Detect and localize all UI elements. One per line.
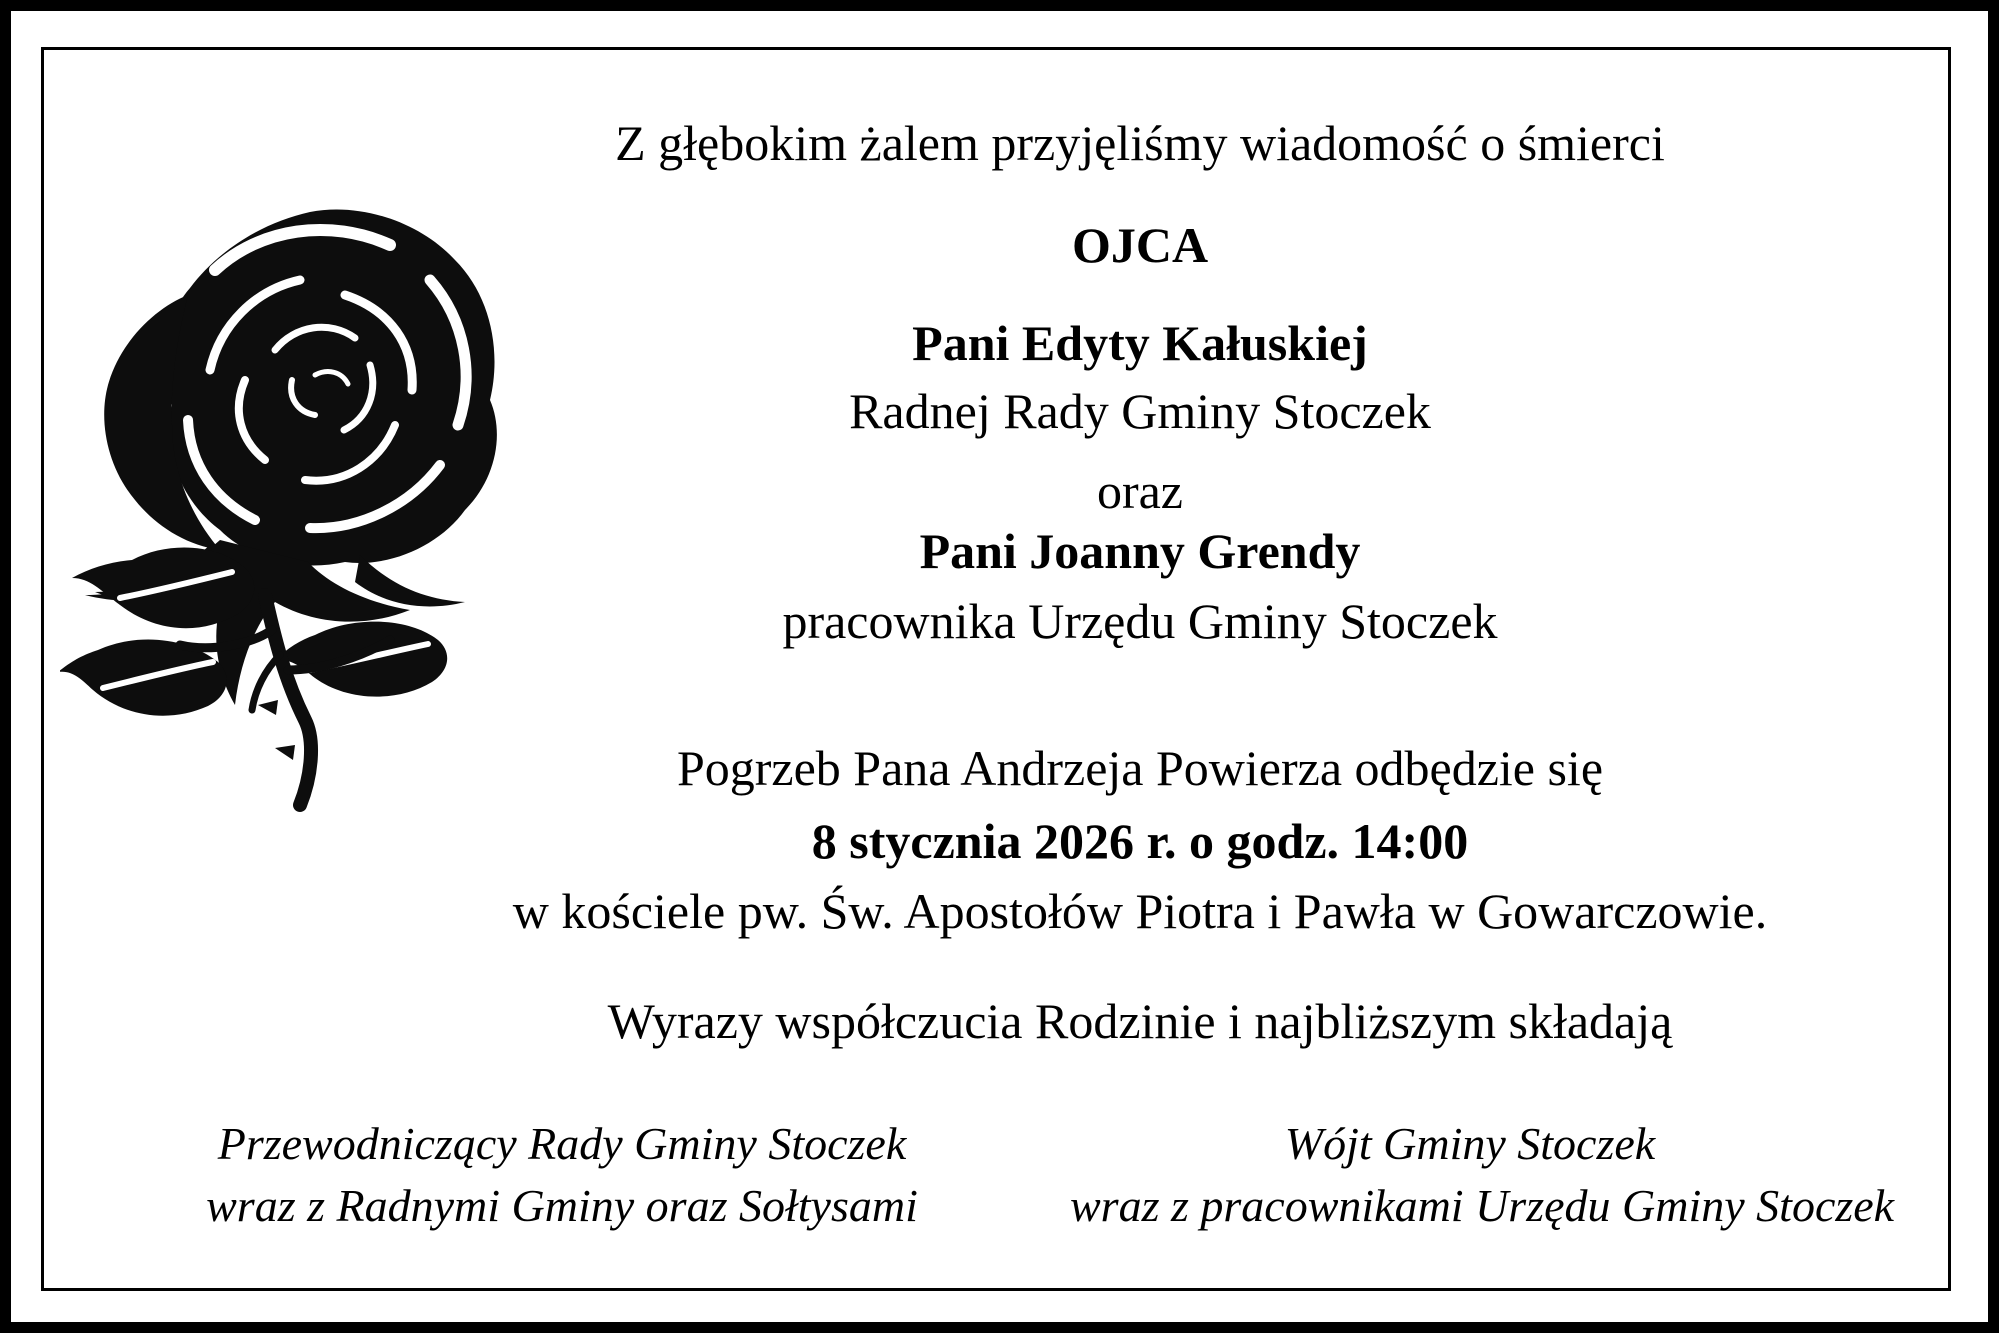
honoree-1-title: Radnej Rady Gminy Stoczek (849, 383, 1431, 439)
deceased-relation: OJCA (1071, 217, 1209, 273)
signature-left (162, 1113, 962, 1237)
funeral-datetime: 8 stycznia 2026 r. o godz. 14:00 (811, 813, 1469, 869)
funeral-announcement-line: Pogrzeb Pana Andrzeja Powierza odbędzie się (676, 740, 1604, 796)
condolence-line: Wyrazy współczucia Rodzinie i najbliższym składają (607, 993, 1673, 1049)
signature-left-line-1: Przewodniczący Rady Gminy Stoczek (217, 1118, 907, 1169)
signature-right-line-1: Wójt Gminy Stoczek (1284, 1118, 1656, 1169)
honoree-2-name: Pani Joanny Grendy (919, 523, 1361, 579)
intro-line: Z głębokim żalem przyjęliśmy wiadomość o śmierci (615, 115, 1665, 171)
signature-right-line-2: wraz z pracownikami Urzędu Gminy Stoczek (1070, 1180, 1895, 1231)
conjunction-line: oraz (1096, 463, 1184, 519)
honoree-1-name: Pani Edyty Kałuskiej (912, 315, 1368, 371)
honoree-2-title: pracownika Urzędu Gminy Stoczek (782, 593, 1498, 649)
signature-left-line-2: wraz z Radnymi Gminy oraz Sołtysami (206, 1180, 918, 1231)
funeral-location: w kościele pw. Św. Apostołów Piotra i Pawła w Gowarczowie. (512, 883, 1768, 939)
signature-right (1070, 1113, 1895, 1237)
